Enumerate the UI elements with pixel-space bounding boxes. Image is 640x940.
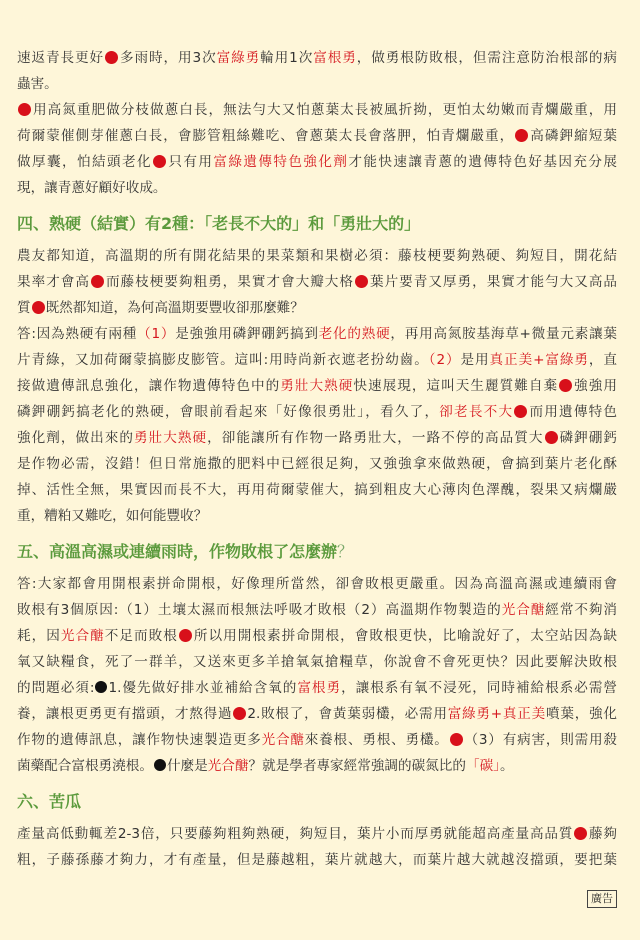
text-segment: 速返青長更好 [17, 50, 105, 66]
text-segment: 片青綠，又加荷爾蒙搞膨皮膨管。這叫:用時尚新衣遮老扮幼齒。 [17, 352, 429, 368]
highlighted-text: 卻老長不大 [439, 404, 514, 420]
text-segment: 答:大家都會用開根素拼命開根，好像理所當然，卻會敗根更嚴重。因為高溫高濕或連續雨會 [17, 576, 617, 592]
text-line [17, 727, 617, 753]
text-segment: ，讓根系有氧不浸死，同時補給根系必需營 [341, 680, 618, 696]
text-segment: 既然都知道，為何高溫期要豐收卻那麼難？ [45, 300, 304, 316]
text-segment: （3）有病害，則需用殺 [463, 732, 618, 748]
text-segment: 耗，因 [17, 628, 61, 644]
text-line [17, 649, 617, 675]
highlighted-text: 老化的熟硬 [318, 326, 391, 342]
red-bullet-icon [233, 707, 246, 720]
text-segment: ，直 [588, 352, 618, 368]
highlighted-text: （2） [428, 352, 461, 368]
highlighted-text: 富綠勇+真正美 [447, 706, 546, 722]
text-line [17, 425, 617, 451]
section-heading-text: 五、高溫高濕或連續雨時，作物敗根了怎麼辦 [17, 542, 338, 561]
black-bullet-icon [154, 759, 166, 771]
text-segment: 是用 [460, 352, 490, 368]
red-bullet-icon [153, 155, 166, 168]
red-bullet-icon [355, 275, 368, 288]
text-segment: 高磷鉀縮短葉 [529, 128, 617, 144]
highlighted-text: 富綠勇 [216, 50, 261, 66]
text-segment: 藤夠 [588, 826, 618, 842]
text-line [17, 623, 617, 649]
text-line [17, 45, 617, 71]
text-line [17, 571, 617, 597]
red-bullet-icon [574, 827, 587, 840]
text-segment: 是作物必需，沒錯！但日常施撒的肥料中已經很足夠，又強強拿來做熟硬，會搞到葉片老化酥 [17, 456, 617, 472]
text-segment: 的問題必須: [17, 680, 95, 696]
paragraph [17, 45, 617, 97]
highlighted-text: 光合醣 [60, 628, 105, 644]
highlighted-text: 富綠遺傳特色強化劑 [213, 154, 349, 170]
text-segment: 產量高低動輒差2-3倍，只要藤夠粗夠熟硬，夠短目，葉片小而厚勇就能超高產量高品質 [17, 826, 574, 842]
highlighted-text: （1） [137, 326, 176, 342]
text-segment: 用高氮重肥做分枝做蔥白長，無法勻大又怕蔥葉太長被風折拗，更怕太幼嫩而青爛嚴重，用 [32, 102, 617, 118]
text-segment: 多雨時，用3次 [119, 50, 217, 66]
text-segment: 果率才會高 [17, 274, 90, 290]
text-segment: 粗，子藤孫藤才夠力，才有產量，但是藤越粗，葉片就越大，而葉片越大就越沒擋頭，要把葉 [17, 852, 617, 868]
red-bullet-icon [450, 733, 463, 746]
text-segment: 接做遺傳訊息強化，讓作物遺傳特色中的 [17, 378, 281, 394]
paragraph [17, 571, 617, 779]
text-line [17, 847, 617, 873]
text-segment: 磷鉀硼鈣 [558, 430, 617, 446]
text-segment: 而用遺傳特色 [528, 404, 618, 420]
text-segment: 什麼是 [166, 758, 208, 774]
text-line [17, 503, 617, 529]
section-heading-text: 四、熟硬（結實）有2種：「老長不大的」和「勇壯大的」 [17, 214, 421, 233]
section-heading [17, 211, 617, 237]
text-line [17, 71, 617, 97]
text-segment: 強強用 [573, 378, 617, 394]
text-segment: 快速展現，這叫天生麗質難自棄 [353, 378, 559, 394]
text-segment: ，卻能讓所有作物一路勇壯大，一路不停的高品質大 [207, 430, 544, 446]
text-segment: 質 [17, 300, 31, 316]
text-line [17, 123, 617, 149]
text-segment: 做厚囊，怕結頭老化 [17, 154, 152, 170]
text-segment: ？就是學者專家經常強調的碳氮比的 [248, 758, 466, 774]
highlighted-text: 光合醣 [261, 732, 305, 748]
text-segment: 敗根有3個原因:（1）土壤太濕而根無法呼吸才敗根（2）高溫期作物製造的 [17, 602, 502, 618]
highlighted-text: 勇壯大熟硬 [280, 378, 354, 394]
text-line [17, 597, 617, 623]
text-segment: 荷爾蒙催側芽催蔥白長，會膨管粗絲難吃、會蔥葉太長會落胛，怕青爛嚴重， [17, 128, 515, 144]
black-bullet-icon [95, 681, 107, 693]
text-line [17, 269, 617, 295]
highlighted-text: 真正美+富綠勇 [489, 352, 589, 368]
highlighted-text: 光合醣 [501, 602, 546, 618]
text-segment: 蟲害。 [17, 76, 58, 92]
text-segment: 強化劑，做出來的 [17, 430, 134, 446]
text-segment: 菌藥配合富根勇澆根。 [17, 758, 153, 774]
text-segment: 作物的遺傳訊息，讓作物快速製造更多 [17, 732, 262, 748]
red-bullet-icon [514, 405, 527, 418]
text-segment: 所以用開根素拼命開根，會敗根更快，比喻說好了，太空站因為缺 [192, 628, 617, 644]
red-bullet-icon [91, 275, 104, 288]
red-bullet-icon [179, 629, 192, 642]
text-segment: 磷鉀硼鈣搞老化的熟硬，會眼前看起來「好像很勇壯」，看久了， [17, 404, 440, 420]
text-line [17, 753, 617, 779]
text-line [17, 821, 617, 847]
ad-label[interactable]: 廣告 [587, 890, 617, 908]
text-line [17, 243, 617, 269]
text-segment: 養，讓根更勇更有擋頭，才熬得過 [17, 706, 233, 722]
section-heading-mark: ？ [337, 542, 354, 561]
text-segment: 而藤枝梗要夠粗勇，果實才會大瓣大格 [104, 274, 354, 290]
text-segment: 農友都知道，高溫期的所有開花結果的果菜類和果樹必須：藤枝梗要夠熟硬、夠短目，開花結 [17, 248, 617, 264]
text-segment: 答:因為熟硬有兩種 [17, 326, 138, 342]
text-line [17, 295, 617, 321]
text-line [17, 149, 617, 175]
text-line [17, 321, 617, 347]
section-heading [17, 539, 617, 565]
highlighted-text: 勇壯大熟硬 [134, 430, 208, 446]
text-segment: 重，糟粕又難吃，如何能豐收？ [17, 508, 208, 524]
section-heading-text: 六、苦瓜 [17, 792, 82, 811]
red-bullet-icon [105, 51, 118, 64]
text-segment: 2.敗根了，會黃葉弱欉，必需用 [247, 706, 448, 722]
red-bullet-icon [18, 103, 31, 116]
text-line [17, 399, 617, 425]
highlighted-text: 「碳」 [466, 758, 500, 774]
red-bullet-icon [545, 431, 558, 444]
text-segment: 才能快速讓青蔥的遺傳特色好基因充分展 [348, 154, 617, 170]
section-heading [17, 789, 617, 815]
text-segment: 只有用 [167, 154, 214, 170]
text-segment: 是強強用磷鉀硼鈣搞到 [175, 326, 319, 342]
text-line [17, 675, 617, 701]
article-body [17, 45, 617, 873]
text-segment: 輪用1次 [260, 50, 314, 66]
text-segment: 掉、活性全無，果實因而長不大，再用荷爾蒙催大，搞到粗皮大心薄肉色澤醜，裂果又病爛嚴 [17, 482, 617, 498]
text-segment: 來養根、勇根、勇欉。 [304, 732, 449, 748]
text-segment: 經常不夠消 [545, 602, 618, 618]
text-segment: 1.優先做好排水並補給含氧的 [108, 680, 298, 696]
text-segment: 現，讓青蔥好顧好收成。 [17, 180, 167, 196]
red-bullet-icon [32, 301, 45, 314]
text-line [17, 451, 617, 477]
paragraph [17, 243, 617, 529]
text-line [17, 347, 617, 373]
text-line [17, 175, 617, 201]
text-segment: 不足而敗根 [104, 628, 178, 644]
text-segment: ，做勇根防敗根，但需注意防治根部的病 [356, 50, 618, 66]
highlighted-text: 光合醣 [207, 758, 249, 774]
text-segment: 葉片要青又厚勇，果實才能勻大又高品 [368, 274, 618, 290]
text-line [17, 97, 617, 123]
text-segment: ，再用高氮胺基海草+微量元素讓葉 [390, 326, 618, 342]
text-segment: 。 [499, 758, 514, 774]
text-segment: 氧又缺糧食，死了一群羊，又送來更多羊搶氧氣搶糧草，你說會不會死更快？因此要解決敗根 [17, 654, 617, 670]
red-bullet-icon [559, 379, 572, 392]
highlighted-text: 富根勇 [297, 680, 342, 696]
paragraph [17, 821, 617, 873]
text-line [17, 373, 617, 399]
text-line [17, 477, 617, 503]
text-segment: 噴葉，強化 [546, 706, 618, 722]
highlighted-text: 富根勇 [313, 50, 357, 66]
text-line [17, 701, 617, 727]
red-bullet-icon [515, 129, 528, 142]
paragraph [17, 97, 617, 201]
